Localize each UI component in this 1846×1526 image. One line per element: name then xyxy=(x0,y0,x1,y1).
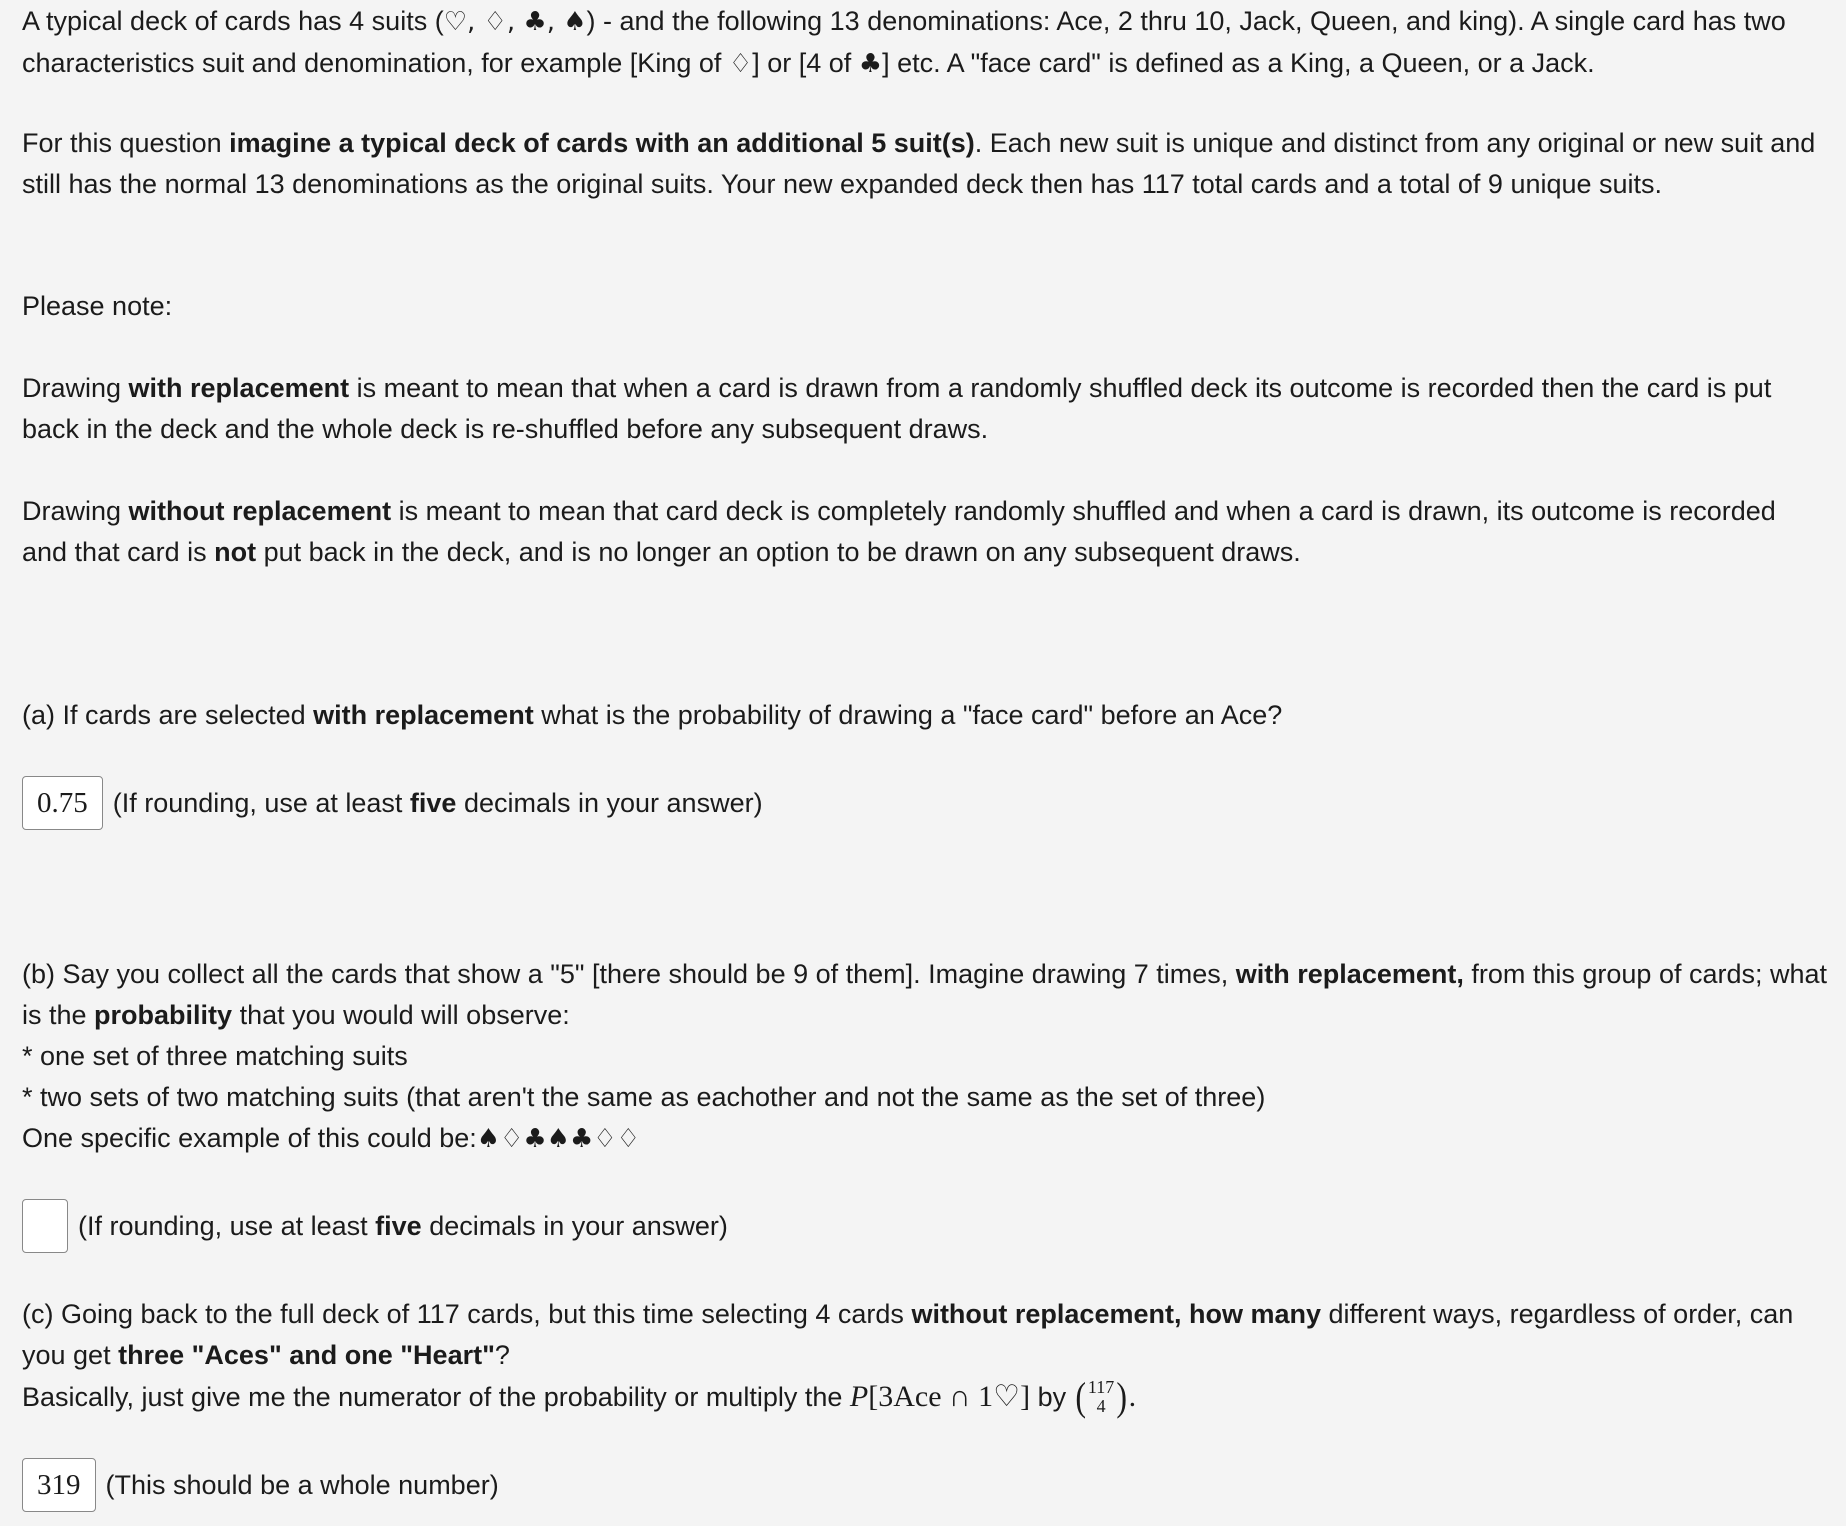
question-text: (c) Going back to the full deck of 117 cards, but this time selecting 4 cards xyxy=(22,1299,912,1329)
paragraph-text: Drawing xyxy=(22,496,129,526)
question-b-answer-row xyxy=(22,1199,728,1253)
question-text: (a) If cards are selected xyxy=(22,700,314,730)
question-bold-text: without replacement, how many xyxy=(911,1299,1321,1329)
question-bold-text: with replacement xyxy=(313,700,534,730)
question-c-formula-line xyxy=(22,1373,1828,1419)
without-replacement-paragraph xyxy=(22,491,1828,573)
math-inner: [3Ace ∩ 1♡] xyxy=(868,1380,1031,1413)
question-bold-text: with replacement, xyxy=(1235,959,1464,989)
question-text: different ways, regardless of order, can you get xyxy=(22,1299,1794,1370)
binomial-coefficient xyxy=(1074,1373,1129,1419)
paragraph-bold-text: with replacement xyxy=(128,373,350,403)
math-p: P xyxy=(849,1380,869,1413)
question-text: that you would will observe: xyxy=(232,1000,570,1030)
hint-bold-text: five xyxy=(409,787,457,818)
question-c-prompt xyxy=(22,1294,1828,1376)
paragraph-text: . Each new suit is unique and distinct from any original or new suit and still has the normal 13 denominations as the original suits. Your new expanded deck then has 117 total cards and a total of 9 unique suits. xyxy=(22,128,1816,199)
question-a-text xyxy=(22,695,1828,736)
question-b-example xyxy=(22,1118,1828,1160)
question-b-answer-input[interactable] xyxy=(22,1199,68,1253)
hint-text: (If rounding, use at least xyxy=(112,787,410,818)
hint-text: decimals in your answer) xyxy=(421,1210,728,1241)
example-label: One specific example of this could be: xyxy=(22,1123,477,1153)
intro-text: A typical deck of cards has 4 suits ( xyxy=(22,6,444,36)
hint-text: decimals in your answer) xyxy=(456,787,763,818)
paragraph-bold-text: not xyxy=(214,537,257,567)
binomial-stack xyxy=(1088,1378,1114,1416)
suit-symbols: ♡, ♢, ♣, ♠ xyxy=(443,7,587,37)
left-paren: ( xyxy=(1074,1373,1086,1419)
question-a-hint xyxy=(113,783,763,824)
intro-text: ) - and the following 13 denominations: Ace, 2 thru 10, Jack, Queen, and king). A single card has two characteristics suit and denomination, for example [King of xyxy=(22,6,1786,78)
period: . xyxy=(1128,1380,1137,1413)
question-b-text xyxy=(22,954,1828,1160)
paragraph-text: Drawing xyxy=(22,373,129,403)
question-c-answer-input[interactable]: 319 xyxy=(22,1458,96,1512)
question-c-text xyxy=(22,1294,1828,1419)
intro-text: ] etc. A "face card" is defined as a King, a Queen, or a Jack. xyxy=(882,48,1595,78)
intro-text: ] or [4 of xyxy=(752,48,859,78)
right-paren: ) xyxy=(1116,1373,1128,1419)
question-text: (b) Say you collect all the cards that show a "5" [there should be 9 of them]. Imagine drawing 7 times, xyxy=(22,959,1236,989)
diamond-icon: ♢ xyxy=(728,49,753,79)
question-b-prompt xyxy=(22,954,1828,1036)
paragraph-text: is meant to mean that when a card is drawn from a randomly shuffled deck its outcome is recorded then the card is put back in the deck and the whole deck is re-shuffled before any subsequent draws. xyxy=(22,373,1772,444)
paragraph-text: put back in the deck, and is no longer an option to be drawn on any subsequent draws. xyxy=(256,537,1301,567)
hint-text: (If rounding, use at least xyxy=(78,1210,376,1241)
question-text: from this group of cards; what is the xyxy=(22,959,1828,1030)
probability-expression xyxy=(850,1380,1030,1413)
question-c-answer-row xyxy=(22,1458,499,1512)
question-b-bullet-2: * two sets of two matching suits (that aren't the same as eachother and not the same as the set of three) xyxy=(22,1082,1266,1112)
paragraph-text: is meant to mean that card deck is completely randomly shuffled and when a card is drawn, its outcome is recorded and that card is xyxy=(22,496,1776,567)
paragraph-bold-text: imagine a typical deck of cards with an additional 5 suit(s) xyxy=(229,128,975,158)
intro-paragraph xyxy=(22,1,1828,85)
paragraph-text: For this question xyxy=(22,128,230,158)
question-a-answer-row xyxy=(22,776,763,830)
question-text: what is the probability of drawing a "face card" before an Ace? xyxy=(533,700,1283,730)
paragraph-bold-text: without replacement xyxy=(128,496,392,526)
question-text: by xyxy=(1030,1382,1074,1412)
question-bold-text: three "Aces" and one "Heart" xyxy=(118,1340,495,1370)
club-icon: ♣ xyxy=(858,49,883,79)
question-a-answer-input[interactable]: 0.75 xyxy=(22,776,103,830)
question-b-hint xyxy=(78,1206,728,1247)
question-text: Basically, just give me the numerator of the probability or multiply the xyxy=(22,1382,850,1412)
question-bold-text: probability xyxy=(94,1000,233,1030)
expanded-deck-paragraph xyxy=(22,123,1828,205)
note-heading: Please note: xyxy=(22,291,173,321)
question-b-bullet-1: * one set of three matching suits xyxy=(22,1041,408,1071)
with-replacement-paragraph xyxy=(22,368,1828,450)
question-text: ? xyxy=(494,1340,510,1370)
binomial-top: 117 xyxy=(1087,1376,1115,1397)
binomial-bottom: 4 xyxy=(1096,1395,1106,1416)
question-c-hint: (This should be a whole number) xyxy=(105,1469,499,1500)
hint-bold-text: five xyxy=(375,1210,422,1241)
example-suit-icons: ♠♢♣♠♣♢♢ xyxy=(476,1124,640,1154)
